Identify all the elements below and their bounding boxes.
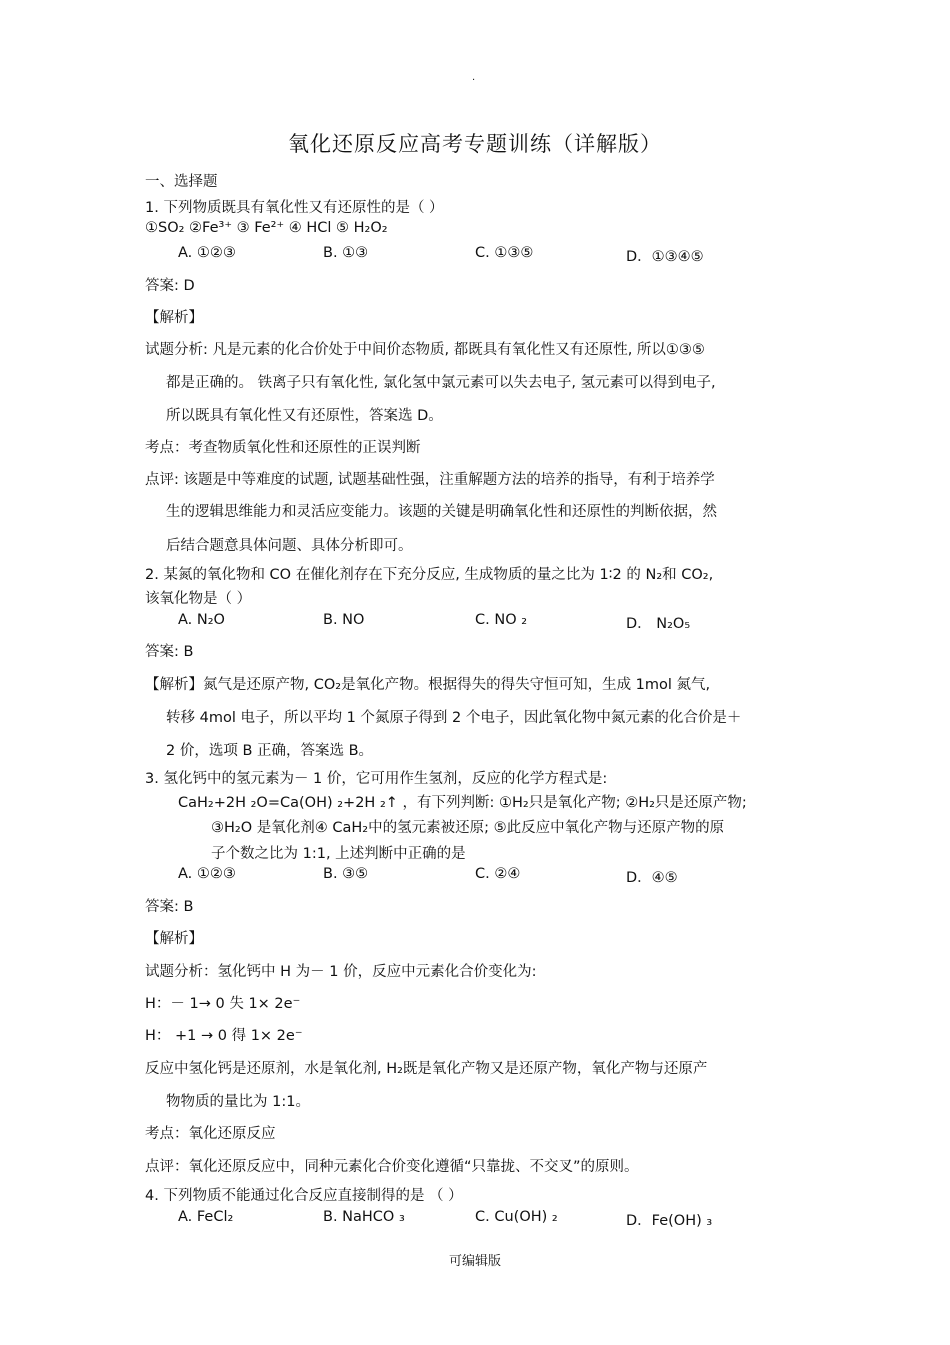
q2-stem-line: 2. 某氮的氧化物和 CO 在催化剂存在下充分反应, 生成物质的量之比为 1∶2 的 N₂和 CO₂,: [145, 567, 714, 583]
q3-dianping: 点评：氧化还原反应中，同种元素化合价变化遵循“只靠拢、不交叉”的原则。: [145, 1159, 639, 1175]
q3-kaodian: 考点：氧化还原反应: [145, 1126, 276, 1142]
q1-analysis-line: 都是正确的。 铁离子只有氧化性, 氯化氢中氯元素可以失去电子, 氢元素可以得到电子,: [166, 375, 716, 391]
q1-dianping-line: 后结合题意具体问题、具体分析即可。: [166, 538, 413, 554]
header-dot: .: [472, 72, 476, 83]
q3-analysis-line: 物物质的量比为 1:1。: [166, 1094, 310, 1110]
q1-items: ①SO₂ ②Fe³⁺ ③ Fe²⁺ ④ HCl ⑤ H₂O₂: [145, 220, 388, 236]
q1-dianping-line: 点评: 该题是中等难度的试题, 试题基础性强，注重解题方法的培养的指导，有利于培养学: [145, 472, 715, 488]
q3-analysis-line: H：－ 1→ 0 失 1× 2e⁻: [145, 996, 301, 1012]
q1-analysis-line: 所以既具有氧化性又有还原性，答案选 D。: [166, 408, 443, 424]
page-title: 氧化还原反应高考专题训练（详解版）: [288, 132, 662, 156]
q2-option-a: A. N₂O: [178, 612, 225, 628]
q3-analysis-label: 【解析】: [145, 931, 203, 947]
q1-analysis-label: 【解析】: [145, 310, 203, 326]
q4-option-b: B. NaHCO ₃: [323, 1209, 405, 1225]
q3-option-c: C. ②④: [475, 866, 521, 882]
q3-judge-line: ③H₂O 是氧化剂④ CaH₂中的氢元素被还原; ⑤此反应中氧化产物与还原产物的原: [211, 820, 725, 836]
q3-option-a: A. ①②③: [178, 866, 236, 882]
q4-option-c: C. Cu(OH) ₂: [475, 1209, 558, 1225]
q1-option-b: B. ①③: [323, 245, 369, 261]
page-footer: 可编辑版: [448, 1254, 501, 1269]
q2-option-b: B. NO: [323, 612, 365, 628]
section-heading: 一、选择题: [145, 174, 218, 190]
q1-answer: 答案: D: [145, 278, 195, 294]
q3-stem: 3. 氢化钙中的氢元素为－ 1 价，它可用作生氢剂，反应的化学方程式是:: [145, 771, 608, 787]
q3-option-d: D．④⑤: [626, 870, 678, 886]
q4-option-d: D．Fe(OH) ₃: [626, 1213, 713, 1229]
q3-analysis-line: 试题分析：氢化钙中 H 为－ 1 价，反应中元素化合价变化为:: [145, 964, 537, 980]
q3-answer: 答案: B: [145, 899, 194, 915]
q1-analysis-line: 试题分析: 凡是元素的化合价处于中间价态物质, 都既具有氧化性又有还原性, 所以①③⑤: [145, 342, 705, 358]
q2-option-d: D． N₂O₅: [626, 616, 691, 632]
q2-analysis-line: 2 价，选项 B 正确，答案选 B。: [166, 743, 374, 759]
q3-analysis-line: 反应中氢化钙是还原剂，水是氧化剂, H₂既是氧化产物又是还原产物，氧化产物与还原产: [145, 1061, 708, 1077]
q2-stem-line: 该氧化物是（ ）: [145, 591, 252, 607]
q2-answer: 答案: B: [145, 644, 194, 660]
q1-option-d: D．①③④⑤: [626, 249, 704, 265]
q1-dianping-line: 生的逻辑思维能力和灵活应变能力。该题的关键是明确氧化性和还原性的判断依据，然: [166, 504, 717, 520]
q1-option-a: A. ①②③: [178, 245, 236, 261]
q4-stem: 4. 下列物质不能通过化合反应直接制得的是 （ ）: [145, 1188, 463, 1204]
q2-option-c: C. NO ₂: [475, 612, 528, 628]
q3-analysis-line: H： +1 → 0 得 1× 2e⁻: [145, 1028, 303, 1044]
q3-option-b: B. ③⑤: [323, 866, 369, 882]
q3-judge-line: 子个数之比为 1:1, 上述判断中正确的是: [211, 846, 466, 862]
q3-equation: CaH₂+2H ₂O=Ca(OH) ₂+2H ₂↑ ，有下列判断: ①H₂只是氧化产物; ②H₂只是还原产物;: [178, 795, 747, 811]
q1-option-c: C. ①③⑤: [475, 245, 534, 261]
q4-option-a: A. FeCl₂: [178, 1209, 234, 1225]
q1-stem: 1. 下列物质既具有氧化性又有还原性的是（ ）: [145, 200, 444, 216]
q2-analysis-line: 【解析】氮气是还原产物, CO₂是氧化产物。根据得失的得失守恒可知，生成 1mol 氮气,: [145, 677, 711, 693]
q2-analysis-line: 转移 4mol 电子，所以平均 1 个氮原子得到 2 个电子，因此氧化物中氮元素的化合价是＋: [166, 710, 742, 726]
q1-kaodian: 考点：考查物质氧化性和还原性的正误判断: [145, 440, 421, 456]
